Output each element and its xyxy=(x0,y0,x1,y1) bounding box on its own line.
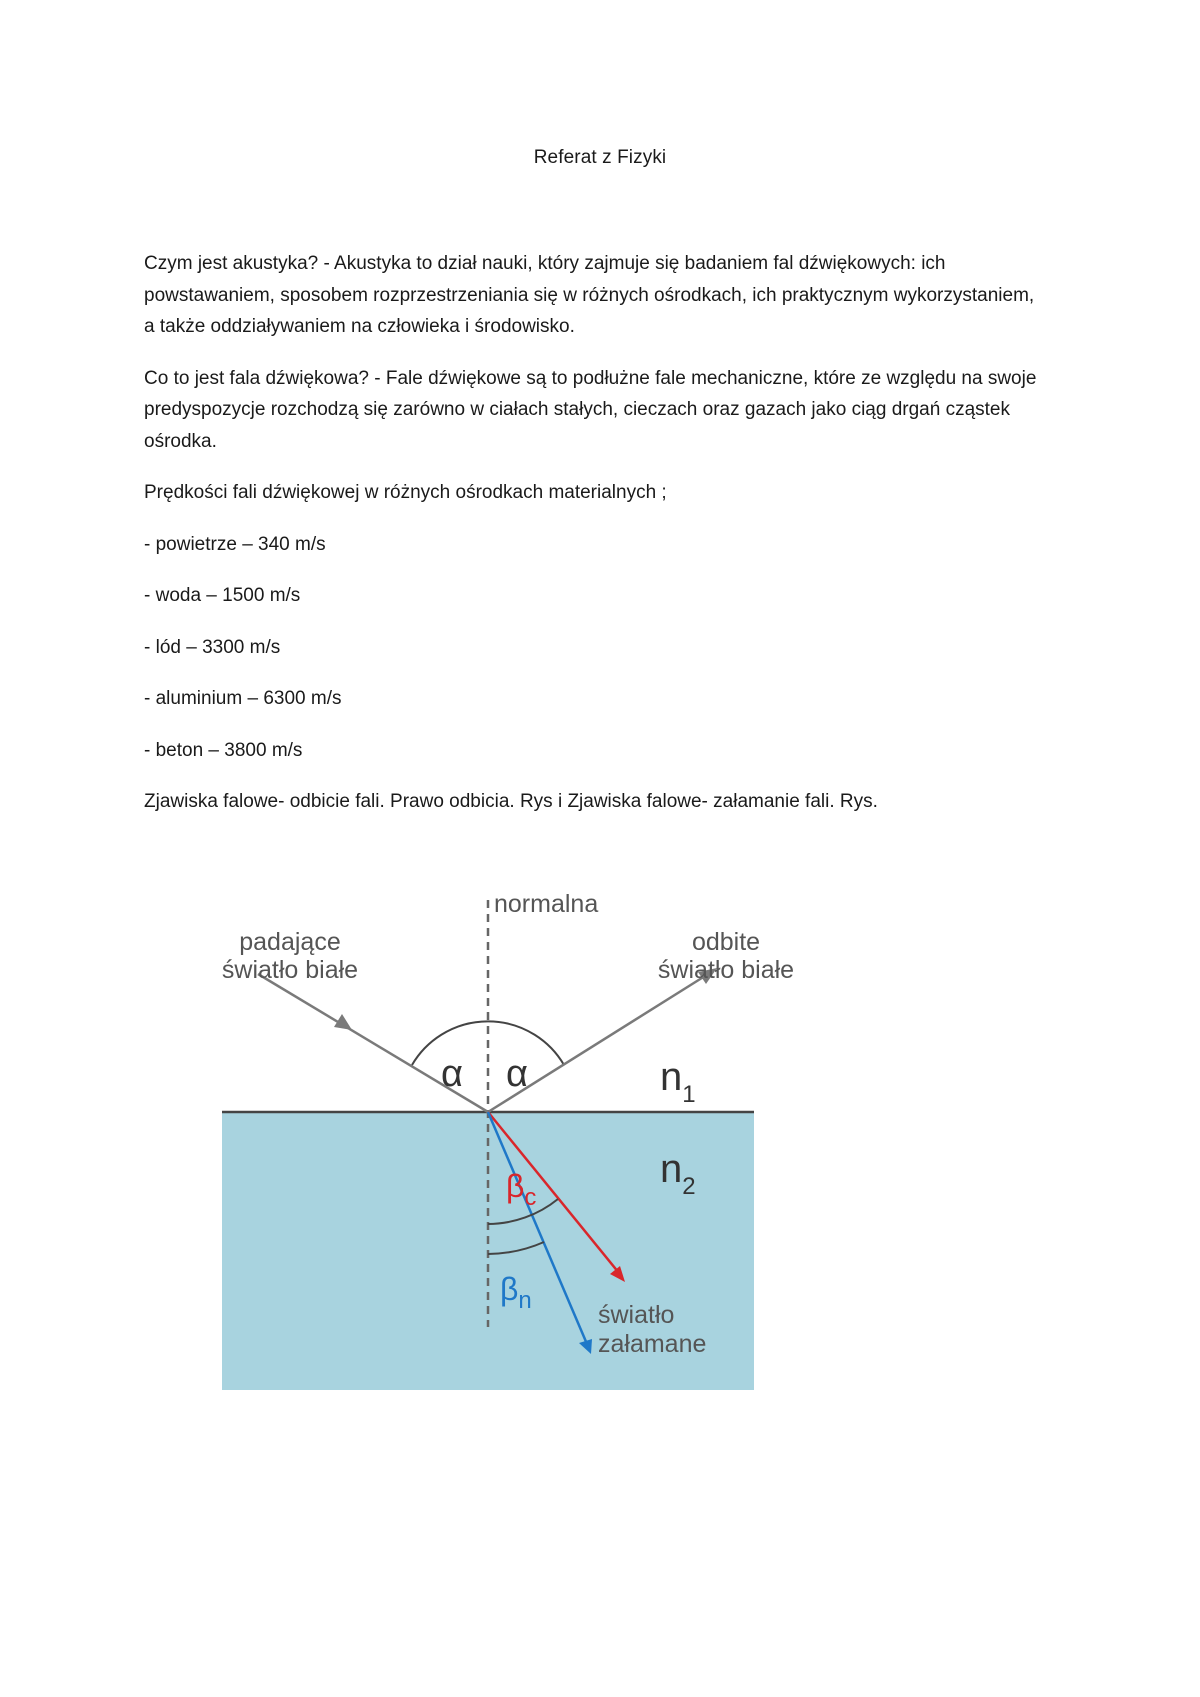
speed-item-lod: - lód – 3300 m/s xyxy=(144,636,281,658)
reflected-label-line2: światło białe xyxy=(657,956,795,984)
beta-c-label: $\beta_c$ xyxy=(506,1168,537,1211)
refracted-label-line2: załamane xyxy=(598,1330,707,1358)
incident-label-line1: padające xyxy=(239,928,341,956)
paragraph-akustyka: Czym jest akustyka? - Akustyka to dział nauki, który zajmuje się badaniem fal dźwiękowych: ich powstawaniem, sposobem rozprzestrzeniania się w różnych ośrodkach, ich praktycznym wykorzystaniem, a także oddziaływaniem na człowieka i środowisko. xyxy=(144,253,1035,337)
paragraph-predkosci: Prędkości fali dźwiękowej w różnych ośrodkach materialnych ; xyxy=(144,482,667,503)
refracted-label-line1: światło xyxy=(598,1301,675,1329)
document-body xyxy=(144,248,1049,838)
incident-label-line2: światło białe xyxy=(221,956,359,984)
alpha-right-label: α xyxy=(506,1053,528,1095)
refraction-diagram xyxy=(200,872,795,1402)
reflected-label-line1: odbite xyxy=(691,928,761,956)
speed-item-woda: - woda – 1500 m/s xyxy=(144,585,301,606)
paragraph-zjawiska: Zjawiska falowe- odbicie fali. Prawo odbicia. Rys i Zjawiska falowe- załamanie fali. Rys. xyxy=(144,791,878,812)
n1-label: $n_1$ xyxy=(660,1055,696,1108)
paragraph-fala-dzwiekowa: Co to jest fala dźwiękowa? - Fale dźwiękowe są to podłużne fale mechaniczne, które ze względu na swoje predyspozycje rozchodzą się zarówno w ciałach stałych, cieczach oraz gazach jako ciąg drgań cząstek ośrodka. xyxy=(144,367,1037,452)
speed-item-beton: - beton – 3800 m/s xyxy=(144,739,303,761)
speed-item-aluminium: - aluminium – 6300 m/s xyxy=(144,688,342,709)
alpha-left-label: α xyxy=(441,1053,463,1095)
normal-label: normalna xyxy=(494,890,599,918)
refraction-figure xyxy=(200,872,795,1402)
n2-label: $n_2$ xyxy=(660,1147,696,1200)
beta-n-label: $\beta_n$ xyxy=(500,1271,532,1314)
speed-item-powietrze: - powietrze – 340 m/s xyxy=(144,533,326,555)
document-title: Referat z Fizyki xyxy=(533,147,667,168)
